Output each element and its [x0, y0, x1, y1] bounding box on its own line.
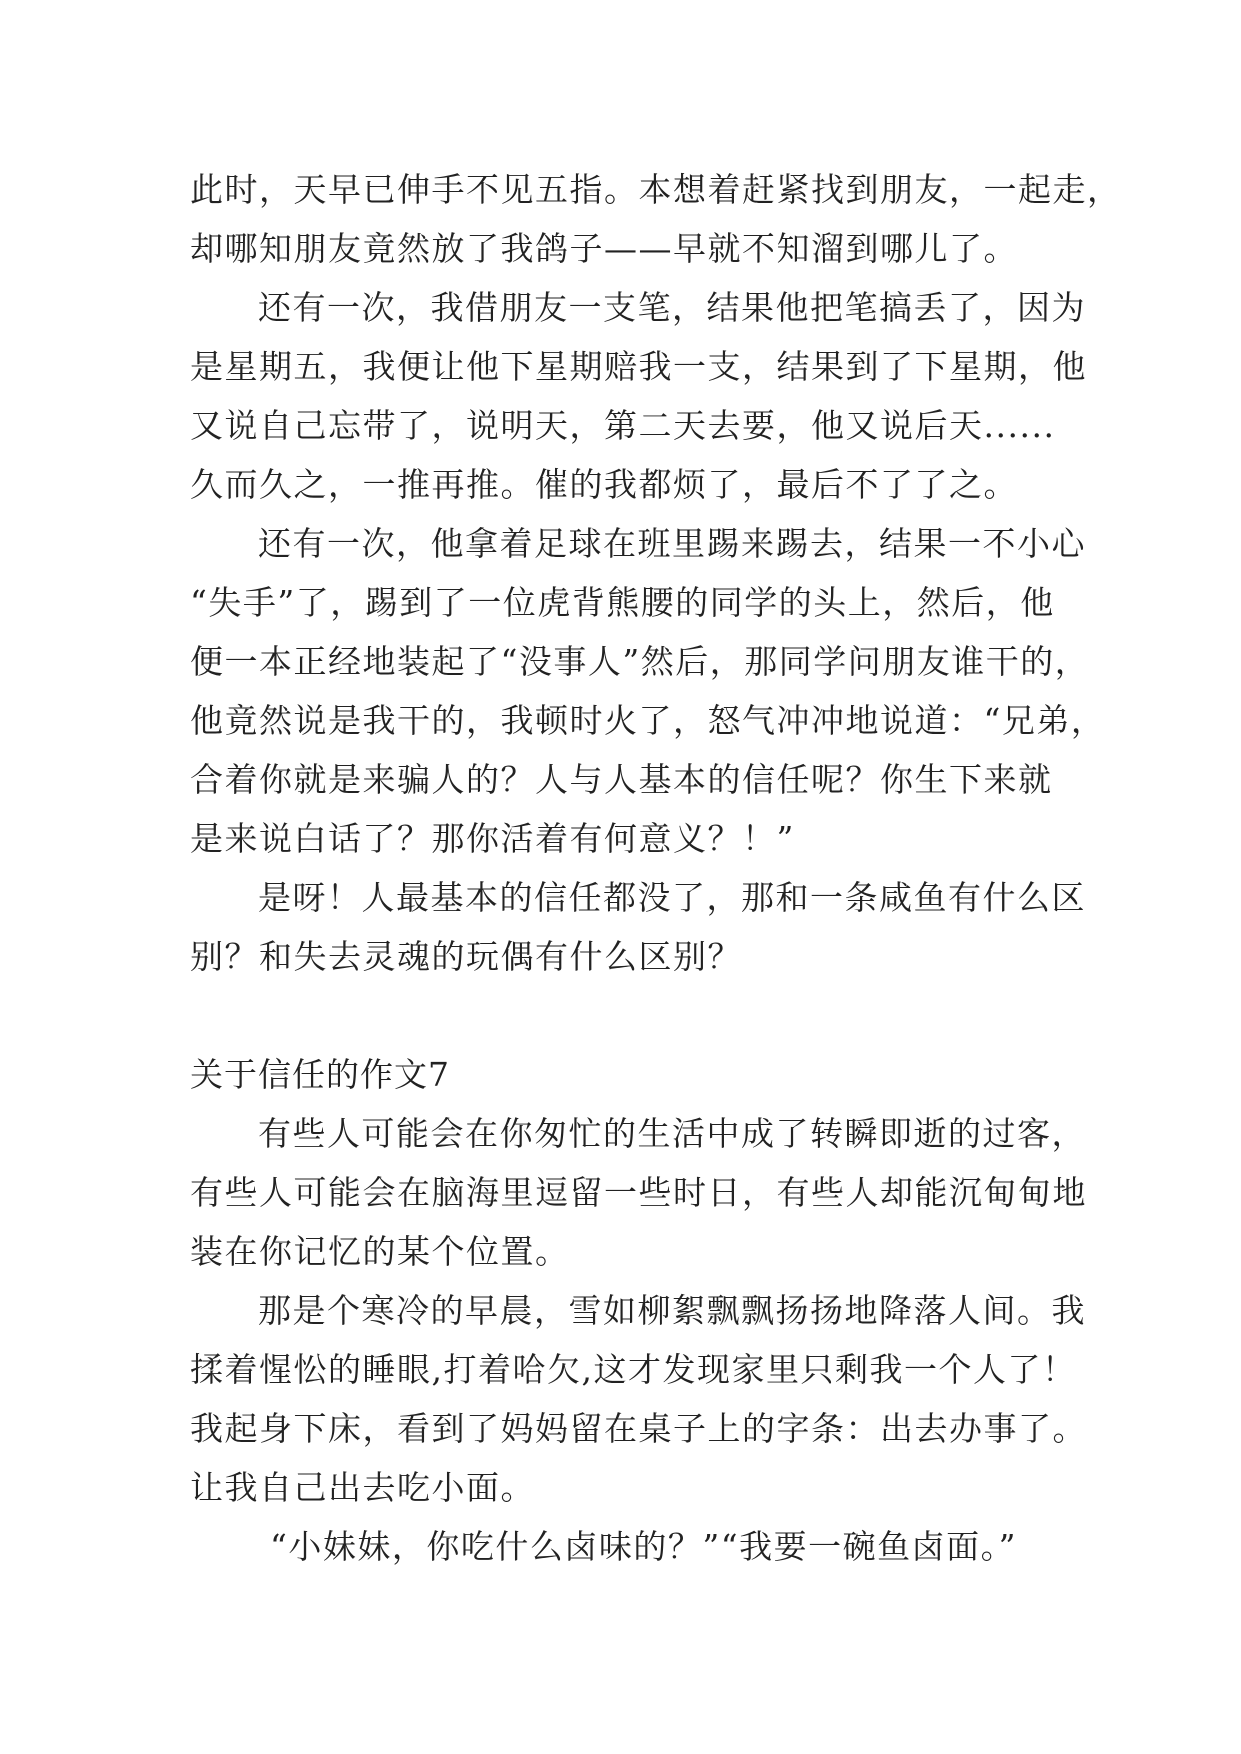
text-line: 装在你记忆的某个位置。 [190, 1232, 570, 1271]
text-line: 便一本正经地装起了“没事人”然后，那同学问朋友谁干的， [190, 642, 1090, 681]
text-line: 却哪知朋友竟然放了我鸽子——早就不知溜到哪儿了。 [190, 229, 1018, 268]
document-body [190, 160, 1122, 1576]
section-gap [190, 986, 1070, 1045]
paragraph-start-line: 有些人可能会在你匆忙的生活中成了转瞬即逝的过客， [258, 1114, 1086, 1153]
text-line: 久而久之，一推再推。催的我都烦了，最后不了了之。 [190, 465, 1018, 504]
text-line: 揉着惺忪的睡眼,打着哈欠,这才发现家里只剩我一个人了！ [190, 1350, 1077, 1389]
text-line: 别？和失去灵魂的玩偶有什么区别？ [190, 937, 742, 976]
text-line: 又说自己忘带了，说明天，第二天去要，他又说后天...... [190, 406, 1056, 445]
text-line: “失手”了，踢到了一位虎背熊腰的同学的头上，然后，他 [190, 583, 1055, 622]
section-heading: 关于信任的作文7 [190, 1055, 450, 1094]
text-line: 有些人可能会在脑海里逗留一些时日，有些人却能沉甸甸地 [190, 1173, 1087, 1212]
text-line: 此时，天早已伸手不见五指。本想着赶紧找到朋友，一起走， [190, 170, 1122, 209]
paragraph-start-line: 还有一次，我借朋友一支笔，结果他把笔搞丢了，因为 [258, 288, 1086, 327]
text-line: 让我自己出去吃小面。 [190, 1468, 535, 1507]
paragraph-start-line: 还有一次，他拿着足球在班里踢来踢去，结果一不小心 [258, 524, 1086, 563]
paragraph-start-line: “小妹妹，你吃什么卤味的？”“我要一碗鱼卤面。” [270, 1527, 1017, 1566]
text-line: 我起身下床，看到了妈妈留在桌子上的字条：出去办事了。 [190, 1409, 1087, 1448]
text-line: 他竟然说是我干的，我顿时火了，怒气冲冲地说道：“兄弟， [190, 701, 1106, 740]
text-line: 是来说白话了？那你活着有何意义？！” [190, 819, 795, 858]
text-line: 是星期五，我便让他下星期赔我一支，结果到了下星期，他 [190, 347, 1087, 386]
paragraph-start-line: 那是个寒冷的早晨，雪如柳絮飘飘扬扬地降落人间。我 [258, 1291, 1086, 1330]
paragraph-start-line: 是呀！人最基本的信任都没了，那和一条咸鱼有什么区 [258, 878, 1086, 917]
text-line: 合着你就是来骗人的？人与人基本的信任呢？你生下来就 [190, 760, 1053, 799]
